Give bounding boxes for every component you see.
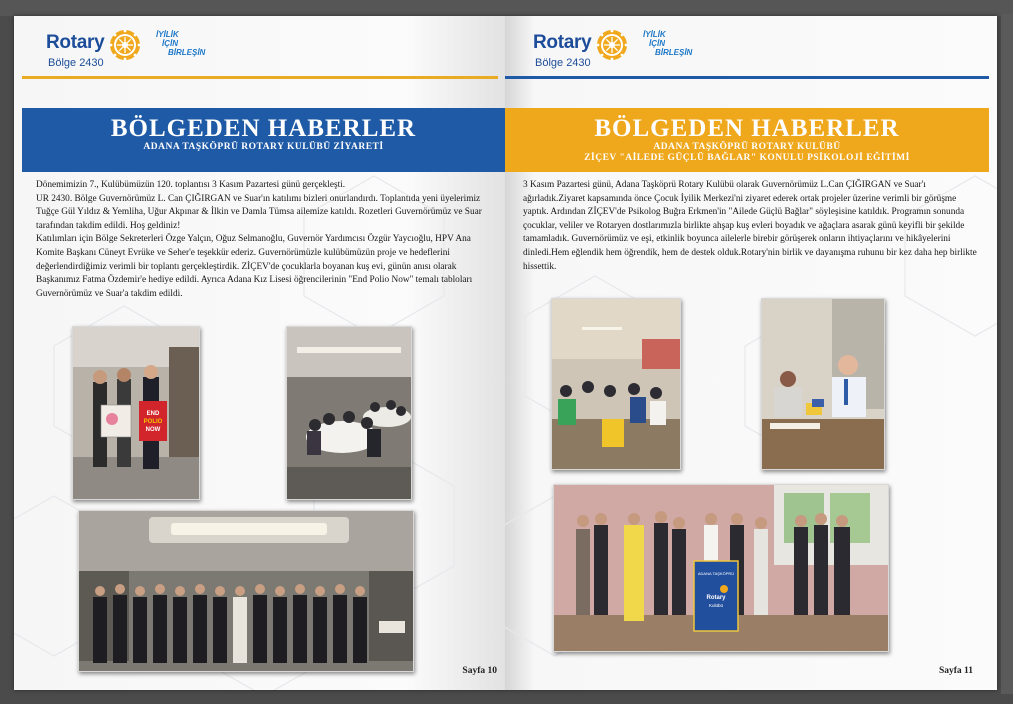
paragraph: 3 Kasım Pazartesi günü, Adana Taşköprü Rotary Kulübü olarak Guvernörümüz L.Can ÇIĞIRGAN ve Suar'ı ağırladık.Ziyaret kapsamında önce Çocuk İyilik Merkezi'ni ziyaret ederek ortak projeler üzerine verimli bir görüşme yaptık. Ardından ZİÇEV'de Psikolog Buğra Erkmen'in "Ailede Güçlü Bağlar" söyleşisine katıldık. Programın sonunda çocuklar, veliler ve Rotaryen dostlarımızla birlikte ahşap kuş evleri boyadık ve ağaçlara asarak günü keyifli bir şekilde tamamladık. Guvernörümüz ve eşi, etkinlik boyunca ailelerle birebir görüşerek onların ihtiyaçlarını ve hikâyelerini dinledi.Hem eğlendik hem öğrendik, hem de destek olduk.Rotary'nin birlik ve dayanışma ruhunu bir kez daha hep birlikte hissettik. [523, 180, 977, 272]
header-rule [505, 76, 989, 79]
article-text [523, 179, 977, 274]
logo-district: Bölge 2430 [48, 57, 104, 69]
paragraph: Katılımları için Bölge Sekreterleri Özge Yalçın, Oğuz Selmanoğlu, Guvernör Yardımcısı Özgür Yaycıoğlu, HPV Ana Komite Başkanı Cüneyt Evrüke ve Seher'e teşekkür ederiz. Guvernörümüzle kulübümüzün proje ve hedeflerini değerlendirdiğimiz verimli bir toplantı gerçekleştirdik. ZİÇEV'de çocuklarla boyanan kuş evi, günün anısı olarak Başkanımız Fatma Özdemir'e hediye edildi. Ayrıca Adana Kız Lisesi öğrencilerinin "End Polio Now" temalı tabloları Guvernörümüz ve Suar'a takdim edildi. [36, 234, 473, 299]
flag-text-3: Kulübü [708, 603, 724, 608]
banner-title: BÖLGEDEN HABERLER [110, 115, 417, 142]
banner-subtitle: ADANA TAŞKÖPRÜ ROTARY KULÜBÜ ZİYARETİ [143, 142, 384, 152]
rotary-wheel-icon [595, 28, 629, 62]
paragraph: Dönemimizin 7., Kulübümüzün 120. toplantısı 3 Kasım Pazartesi günü gerçekleşti. [36, 180, 346, 190]
page-left [14, 16, 505, 690]
paragraph: UR 2430. Bölge Guvernörümüz L. Can ÇIĞIRGAN ve Suar'ın katılımı bizleri onurlandırdı. Toplantıda yeni üyelerimiz Tuğçe Gül Yıldız & Yemliha, Uğur Akpınar & İlkin ve Damla Tümsa ailemize katıldı. Rozetleri Guvernörümüz ve Suar tarafından takdim edildi. Hoş geldiniz! [36, 193, 482, 231]
flag-text-1: ADANA TAŞKÖPRÜ [697, 571, 735, 576]
page-number: Sayfa 10 [462, 666, 497, 676]
poster-word-3: NOW [145, 427, 161, 433]
poster-word-2: POLIO [143, 419, 163, 425]
viewer-toolbar [0, 0, 1013, 16]
article-text [36, 179, 488, 301]
banner-subtitle: ADANA TAŞKÖPRÜ ROTARY KULÜBÜ [653, 142, 841, 152]
photo-group-banner [553, 484, 889, 652]
rotary-logo [533, 26, 733, 70]
page-number: Sayfa 11 [938, 666, 973, 676]
header-rule [22, 76, 498, 79]
flag-text-2: Rotary [706, 595, 726, 601]
logo-brand: Rotary [46, 32, 105, 53]
photo-banquet-tables [286, 326, 412, 500]
news-banner [505, 108, 989, 172]
poster-word-1: END [146, 411, 160, 417]
banner-subtitle-2: ZİÇEV "AİLEDE GÜÇLÜ BAĞLAR" KONULU PSİKOLOJİ EĞİTİMİ [584, 153, 910, 163]
photo-poster-presentation [72, 326, 200, 500]
photo-governor-painting [761, 298, 885, 470]
rotary-wheel-icon [108, 28, 142, 62]
rotary-logo [46, 26, 246, 70]
banner-title: BÖLGEDEN HABERLER [594, 115, 900, 142]
logo-slogan: İYİLİK İÇİN BİRLEŞİN [643, 30, 693, 57]
magazine-spread [14, 16, 997, 690]
logo-slogan: İYİLİK İÇİN BİRLEŞİN [156, 30, 206, 57]
logo-brand: Rotary [533, 32, 592, 53]
news-banner [22, 108, 505, 172]
viewer-scrollbar[interactable] [1001, 14, 1013, 694]
page-right [505, 16, 997, 690]
logo-district: Bölge 2430 [535, 57, 591, 69]
photo-group-meeting [78, 510, 414, 672]
photo-classroom [551, 298, 681, 470]
